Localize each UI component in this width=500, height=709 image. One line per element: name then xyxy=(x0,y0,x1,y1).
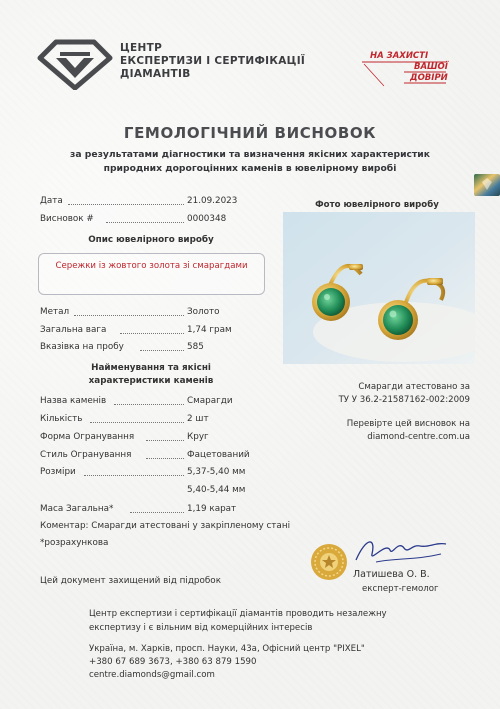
subtitle-line-2: природних дорогоцінних каменів в ювелірному виробі xyxy=(103,163,397,174)
expert-name: Латишева О. В. xyxy=(353,569,430,580)
dotted-leader xyxy=(114,396,184,405)
dotted-leader xyxy=(106,214,184,223)
dotted-leader xyxy=(74,307,184,316)
dotted-leader xyxy=(68,196,184,205)
total-mass-value: 1,19 карат xyxy=(187,504,237,514)
slogan-line-3: ДОВІРИ xyxy=(410,73,448,83)
total-mass-label: Маса Загальна* xyxy=(40,504,114,514)
stone-spec-label: Форма Огранування xyxy=(40,432,135,442)
dotted-leader xyxy=(84,467,184,476)
slogan-line-2: ВАШОЇ xyxy=(414,62,448,72)
stones-heading xyxy=(40,362,262,388)
stone-spec-value: 2 шт xyxy=(187,414,209,424)
stone-spec-label: Розміри xyxy=(40,467,76,477)
item-description-heading: Опис ювелірного виробу xyxy=(88,235,214,245)
verify-link[interactable]: diamond-centre.com.ua xyxy=(367,431,470,442)
footer-phones: +380 67 689 3673, +380 63 879 1590 xyxy=(89,657,257,667)
footer-address: Україна, м. Харків, просп. Науки, 43а, Офісний центр "PIXEL" xyxy=(89,644,365,654)
stone-spec-label: Стиль Огранування xyxy=(40,450,132,460)
protection-note: Цей документ захищений від підробок xyxy=(40,576,222,586)
verify-note xyxy=(290,418,470,443)
stone-spec-value: Фацетований xyxy=(187,450,250,460)
slogan-line-1: НА ЗАХИСТІ xyxy=(370,51,429,61)
date-value: 21.09.2023 xyxy=(187,196,238,206)
hologram-sticker-icon xyxy=(474,174,500,196)
document-title: ГЕМОЛОГІЧНИЙ ВИСНОВОК xyxy=(123,124,377,142)
attestation-note xyxy=(290,381,470,406)
footer-about-line-2: експертизу і є вільним від комерційних інтересів xyxy=(89,623,313,633)
document-subtitle xyxy=(0,148,500,176)
stones-heading-line-2: характеристики каменів xyxy=(88,376,214,386)
stone-spec-value: 5,37-5,40 мм xyxy=(187,467,246,477)
comment-label: Коментар: xyxy=(40,521,89,531)
diamond-logo-icon xyxy=(36,38,114,90)
stone-spec-label: Кількість xyxy=(40,414,83,424)
org-name-line-1: ЦЕНТР xyxy=(120,42,163,54)
footer-email[interactable]: centre.diamonds@gmail.com xyxy=(89,670,215,680)
item-description-text: Сережки із жовтого золота зі смарагдами xyxy=(55,261,248,271)
organization-name xyxy=(120,42,305,81)
footer-about-line-1: Центр експертизи і сертифікації діамантів проводить незалежну xyxy=(89,609,387,619)
org-name-line-3: ДІАМАНТІВ xyxy=(120,68,191,80)
dotted-leader xyxy=(140,342,184,351)
spec-label: Загальна вага xyxy=(40,325,107,335)
dotted-leader xyxy=(146,432,184,441)
date-label: Дата xyxy=(40,196,63,206)
stone-spec-value: Смарагди xyxy=(187,396,233,406)
signature-icon xyxy=(346,532,466,572)
org-name-line-2: ЕКСПЕРТИЗИ І СЕРТИФІКАЦІЇ xyxy=(120,55,306,67)
stone-spec-value: Круг xyxy=(187,432,209,442)
stones-heading-line-1: Найменування та якісні xyxy=(91,363,211,373)
photo-label: Фото ювелірного виробу xyxy=(315,200,439,210)
earrings-photo xyxy=(283,212,475,364)
dotted-leader xyxy=(120,325,184,334)
item-description-box xyxy=(38,253,265,295)
attestation-line-1: Смарагди атестовано за xyxy=(358,382,470,392)
dotted-leader xyxy=(146,450,184,459)
dotted-leader xyxy=(130,504,184,513)
expert-title: експерт-гемолог xyxy=(362,584,439,594)
dotted-leader xyxy=(90,414,184,423)
gold-seal-icon xyxy=(310,543,348,581)
subtitle-line-1: за результатами діагностики та визначення якісних характеристик xyxy=(70,149,430,160)
spec-value: Золото xyxy=(187,307,220,317)
conclusion-number-label: Висновок # xyxy=(40,214,94,224)
spec-label: Метал xyxy=(40,307,70,317)
spec-label: Вказівка на пробу xyxy=(40,342,124,352)
spec-value: 1,74 грам xyxy=(187,325,232,335)
comment-row xyxy=(40,521,290,531)
footnote: *розрахункова xyxy=(40,538,109,548)
stone-size-second: 5,40-5,44 мм xyxy=(187,485,246,495)
spec-value: 585 xyxy=(187,342,204,352)
attestation-line-2: ТУ У 36.2-21587162-002:2009 xyxy=(338,394,470,405)
conclusion-number-value: 0000348 xyxy=(187,214,227,224)
stone-spec-label: Назва каменів xyxy=(40,396,107,406)
comment-value: Смарагди атестовані у закріпленому стані xyxy=(91,521,291,531)
slogan-badge xyxy=(360,48,452,88)
verify-line-1: Перевірте цей висновок на xyxy=(346,419,470,429)
